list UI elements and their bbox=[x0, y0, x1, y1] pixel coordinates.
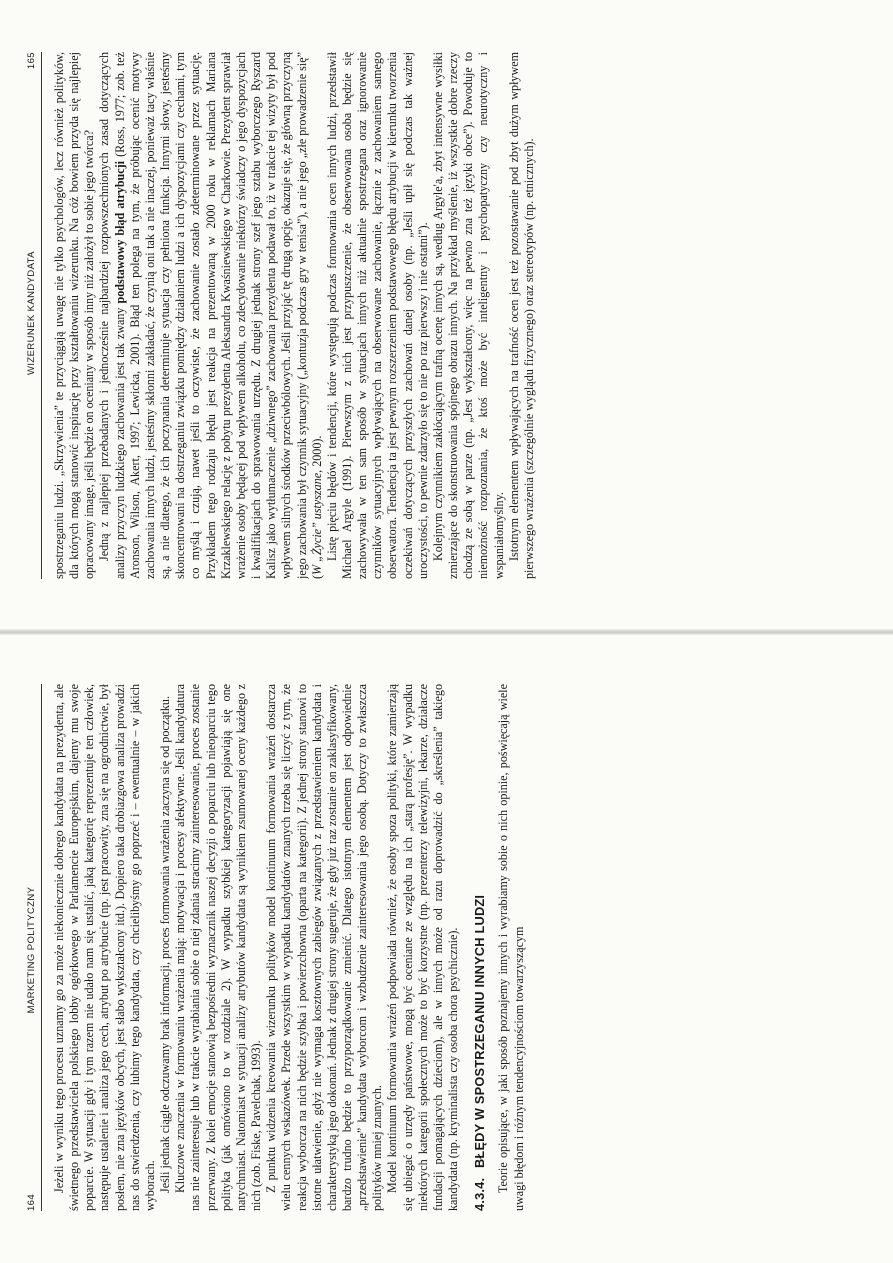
paragraph: Z punktu widzenia kreowania wizerunku polityków model kontinuum formowania wrażeń dostarcza wielu cennych wskazówek. Przede wszystkim w wypadku kandydatów znanych trzeba się liczyć z tym, że reakcja wyborcza na nich będzie szybka i powierzchowna (oparta na kategorii). Z jednej strony stanowi to istotne ułatwienie, gdyż nie wymaga kosztownych zabiegów związanych z przedstawieniem kandydata i charakterystyką jego dokonań. Jednak z drugiej strony sugeruje, że gdy już raz zostanie on zaklasyfikowany, bardzo trudno będzie to przyporządkowanie zmienić. Dlatego istotnym elementem jest odpowiednie „przedstawienie” kandydata wyborcom i wzbudzenie zainteresowania jego osobą. Dotyczy to zwłaszcza polityków mniej znanych. bbox=[264, 684, 385, 1211]
paragraph bbox=[97, 52, 324, 579]
section-title: BŁĘDY W SPOSTRZEGANIU INNYCH LUDZI bbox=[472, 894, 488, 1169]
right-page-body bbox=[52, 52, 865, 579]
paragraph: Listę pięciu błędów i tendencji, które występują podczas formowania ocen innych ludzi, przedstawił Michael Argyle (1991). Pierwszym z nich jest przypuszczenie, że obserwowana osoba będzie się zachowywała w ten sam sposób w sytuacjach innych niż aktualnie spostrzegana oraz ignorowanie czynników sytuacyjnych wpływających na obserwowane zachowanie, łącznie z zachowaniem samego obserwatora. Tendencja ta jest pewnym rozszerzeniem podstawowego błędu atrybucji w kierunku tworzenia oczekiwań dotyczących przyszłych zachowań danej osoby (np. „Jeśli upił się podczas tak ważnej uroczystości, to pewnie zdarzyło się to nie po raz pierwszy i nie ostatni”). bbox=[324, 52, 430, 579]
key-term: podstawowy błąd atrybucji bbox=[112, 160, 127, 304]
right-page-number: 165 bbox=[26, 52, 37, 70]
paragraph: Model kontinuum formowania wrażeń podpowiada również, że osoby spoza polityki, które zamierzają się ubiegać o urzędy państwowe, mogą być oceniane ze względu na ich „starą profesję”. W wypadku niektórych kategorii społecznych może to być korzystne (np. prezenterzy telewizyjni, lekarze, działacze fundacji pomagających dzieciom), ale w innych może od razu doprowadzić do „skreślenia” takiego kandydata (np. kryminalista czy osoba chora psychicznie). bbox=[385, 684, 461, 1211]
paragraph: Jeżeli w wyniku tego procesu uznamy go za może niekoniecznie dobrego kandydata na prezydenta, ale świetnego przedstawiciela polskiego lobby ogórkowego w Parlamencie Europejskim, dajemy mu swoje poparcie. W sytuacji gdy i tym razem nie udało nam się ustalić, jaką kategorię reprezentuje ten człowiek, następuje ustalenie i analiza jego cech, atrybut po atrybucie (np. jest pracowity, zna się na ogrodnictwie, był posłem, nie zna języków obcych, jest słabo wykształcony itd.). Dopiero taka drobiazgowa analiza prowadzi nas do stwierdzenia, czy lubimy tego kandydata, czy chcielibyśmy go poprzeć i – ewentualnie – w jakich wyborach. bbox=[52, 684, 157, 1211]
paragraph: Kluczowe znaczenia w formowaniu wrażenia mają: motywacja i procesy afektywne. Jeśli kandydatura nas nie zainteresuje lub w trakcie wyrabiania sobie o niej zdania stracimy zainteresowanie, proces zostanie przerwany. Z kolei emocje stanowią bezpośredni wyznacznik naszej decyzji o poparciu lub nieoparciu tego polityka (jak omówiono to w rozdziale 2). W wypadku szybkiej kategoryzacji pojawiają się one natychmiast. Natomiast w sytuacji analizy atrybutów kandydata są wynikiem zsumowanej oceny każdego z nich (zob. Fiske, Pavelchak, 1993). bbox=[173, 684, 264, 1211]
right-page bbox=[0, 0, 893, 631]
paragraph: Teorie opisujące, w jaki sposób poznajemy innych i wyrabiamy sobie o nich opinie, poświęcają wiele uwagi błędom i różnym tendencyjnościom towarzyszącym bbox=[496, 684, 526, 1211]
left-page-number: 164 bbox=[26, 1193, 37, 1211]
right-page-header bbox=[26, 52, 42, 579]
paragraph: Istotnym elementem wpływających na trafność ocen jest też pozostawanie pod zbyt dużym wpływem pierwszego wrażenia (szczególnie wyglądu fizycznego) oraz stereotypów (np. etnicznych). bbox=[506, 52, 536, 579]
left-page-body bbox=[52, 684, 865, 1211]
left-running-head: MARKETING POLITYCZNY bbox=[26, 886, 37, 1014]
left-page-header bbox=[26, 684, 42, 1211]
paragraph: Kolejnym czynnikiem zakłócającym trafną ocenę innych są, według Argyle'a, zbyt intensywne wysiłki zmierzające do skonstruowania spójnego obrazu innych. Na przykład myślenie, iż wszystkie dobre rzeczy chodzą ze sobą w parze (np. „Jest wykształcony, więc na pewno zna też języki obce”). Powoduje to niemożność rozpoznania, że ktoś może być inteligentny i psychopatyczny czy neurotyczny i wspaniałomyślny. bbox=[430, 52, 506, 579]
paragraph: Jeśli jednak ciągle odczuwamy brak informacji, proces formowania wrażenia zaczyna się od początku. bbox=[158, 696, 173, 1193]
paragraph: spostrzeganiu ludzi. „Skrzywienia” te przyciągają uwagę nie tylko psychologów, lecz również polityków, dla których mogą stanowić inspirację przy kształtowaniu wizerunku. Na cóż bowiem przyda się najlepiej opracowany image, jeśli będzie on oceniany w sposób inny niż założył to sobie jego twórca? bbox=[52, 52, 97, 579]
text-run: , 2000). bbox=[309, 435, 324, 473]
text-run: Jedną z najlepiej przebadanych i jednocześnie najbardziej rozpowszechnionych zasad dotyczących analizy przyczyn ludzkiego zachowania jest tak zwany bbox=[97, 52, 127, 579]
text-run: (Ross, 1977; zob. też Aronson, Wilson, Akert, 1997; Lewicka, 2001). Błąd ten polega na tym, że próbując ocenić motywy zachowania innych ludzi, jesteśmy skłonni zakładać, że czynią oni tak a nie inaczej, ponieważ tacy właśnie są, a nie dlatego, że ich poczynania determinuje sytuacja czy pełniona funkcja. Innymi słowy, jesteśmy skoncentrowani na dostrzeganiu związku pomiędzy działaniem ludzi a ich dyspozycjami czy cechami, tym co myślą i czują, nawet jeśli to oczywiste, że zachowanie zostało zdeterminowane przez sytuację. Przykładem tego rodzaju błędu jest reakcja na prezentowaną w 2000 roku w reklamach Mariana Krzaklewskiego relację z pobytu prezydenta Aleksandra Kwaśniewskiego w Charkowie. Prezydent sprawiał wrażenie osoby będącej pod wpływem alkoholu, co zdecydowanie niektórzy świadczy o jego dyspozycjach i kwalifikacjach do sprawowania urzędu. Z drugiej jednak strony szef jego sztabu wyborczego Ryszard Kalisz jako wytłumaczenie „dziwnego” zachowania prezydenta podawał to, iż w trakcie tej wizyty był pod wpływem silnych środków przeciwbólowych. Jeśli przyjąć tę drugą opcję, okazuje się, że główną przyczyną jego zachowania był czynnik sytuacyjny („kontuzja podczas gry w tenisa”), a nie jego „złe prowadzenie się” ( bbox=[112, 52, 324, 579]
section-heading bbox=[472, 684, 487, 1211]
section-number: 4.3.4. bbox=[472, 1177, 488, 1211]
left-page bbox=[0, 632, 893, 1263]
citation-italic: W „Życie” ustyszane bbox=[309, 472, 324, 575]
right-running-head: WIZERUNEK KANDYDATA bbox=[26, 251, 37, 375]
